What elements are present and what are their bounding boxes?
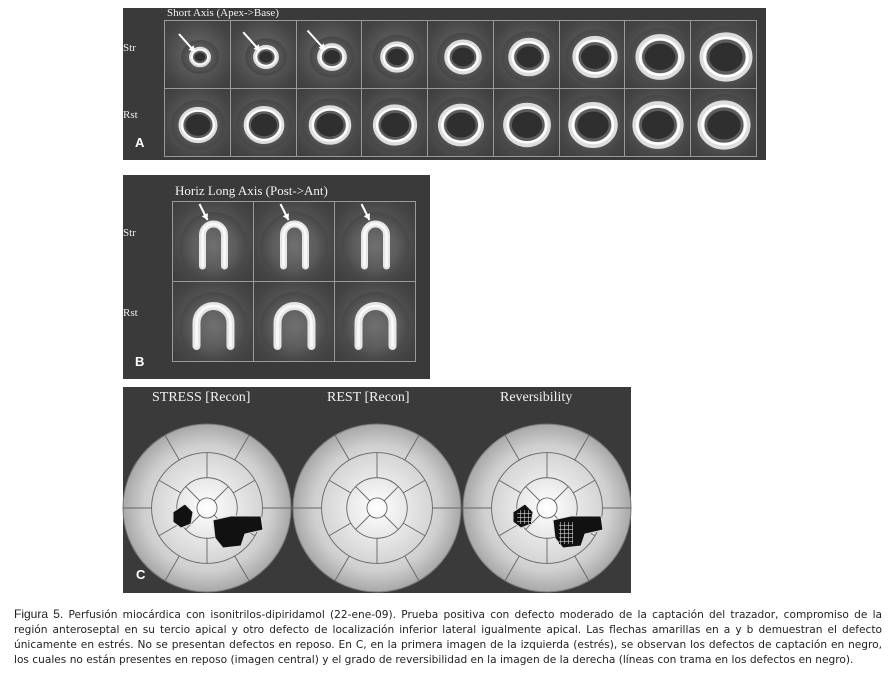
panel-a-title: Short Axis (Apex->Base) <box>167 7 279 19</box>
panel-c-stress-title: STRESS [Recon] <box>152 390 251 405</box>
panel-c-bullseye-row <box>123 387 631 593</box>
short-axis-stress-frame <box>230 20 297 89</box>
panel-a-row-label-rest: Rst <box>123 109 138 121</box>
long-axis-rest-frame <box>172 281 254 362</box>
rest-bullseye-map <box>290 421 464 595</box>
panel-c-letter: C <box>136 567 146 582</box>
caption-text: Perfusión miocárdica con isonitrilos-dipiridamol (22-ene-09). Prueba positiva con defecto moderado de la captación del trazador, compromiso de la región anteroseptal en su tercio apical y otro defecto de localización inferior lateral igualmente apical. Las flechas amarillas en a y b demuestran el defecto únicamente en estrés. No se presentan defectos en reposo. En C, en la primera imagen de la izquierda (estrés), se observan los defectos de captación en negro, los cuales no están presentes en reposo (imagen central) y el grado de reversibilidad en la imagen de la derecha (líneas con trama en los defectos en negro). <box>14 609 883 666</box>
panel-c-reversibility-title: Reversibility <box>500 390 573 405</box>
long-axis-rest-frame <box>334 281 416 362</box>
short-axis-rest-frame <box>493 88 560 157</box>
short-axis-stress-frame <box>559 20 626 89</box>
short-axis-stress-frame <box>164 20 231 89</box>
panel-c-polar-maps <box>123 387 631 593</box>
short-axis-rest-frame <box>361 88 428 157</box>
short-axis-stress-frame <box>361 20 428 89</box>
short-axis-rest-frame <box>690 88 757 157</box>
reversibility-bullseye-map <box>460 421 634 595</box>
short-axis-rest-frame <box>559 88 626 157</box>
caption-paragraph <box>14 607 882 668</box>
short-axis-stress-frame <box>296 20 363 89</box>
long-axis-stress-frame <box>253 201 335 282</box>
short-axis-stress-frame <box>493 20 560 89</box>
caption-figure-label: Figura 5. <box>14 607 64 621</box>
panel-a-row-label-stress: Str <box>123 42 136 54</box>
panel-a-image-grid <box>164 20 756 156</box>
panel-c-rest-title: REST [Recon] <box>327 390 410 405</box>
short-axis-rest-frame <box>427 88 494 157</box>
panel-b-long-axis <box>123 175 430 379</box>
short-axis-rest-frame <box>230 88 297 157</box>
panel-b-title: Horiz Long Axis (Post->Ant) <box>175 183 328 198</box>
long-axis-rest-frame <box>253 281 335 362</box>
panel-b-letter: B <box>135 354 145 369</box>
long-axis-stress-frame <box>334 201 416 282</box>
short-axis-rest-frame <box>296 88 363 157</box>
short-axis-stress-frame <box>427 20 494 89</box>
figure-caption <box>14 607 882 668</box>
short-axis-rest-frame <box>624 88 691 157</box>
panel-b-row-label-stress: Str <box>123 227 136 239</box>
short-axis-stress-frame <box>690 20 757 89</box>
panel-a-short-axis <box>123 8 766 160</box>
short-axis-stress-frame <box>624 20 691 89</box>
short-axis-rest-frame <box>164 88 231 157</box>
panel-b-row-label-rest: Rst <box>123 307 138 319</box>
panel-b-image-grid <box>172 201 415 361</box>
long-axis-stress-frame <box>172 201 254 282</box>
stress-bullseye-map <box>120 421 294 595</box>
panel-a-letter: A <box>135 135 145 150</box>
